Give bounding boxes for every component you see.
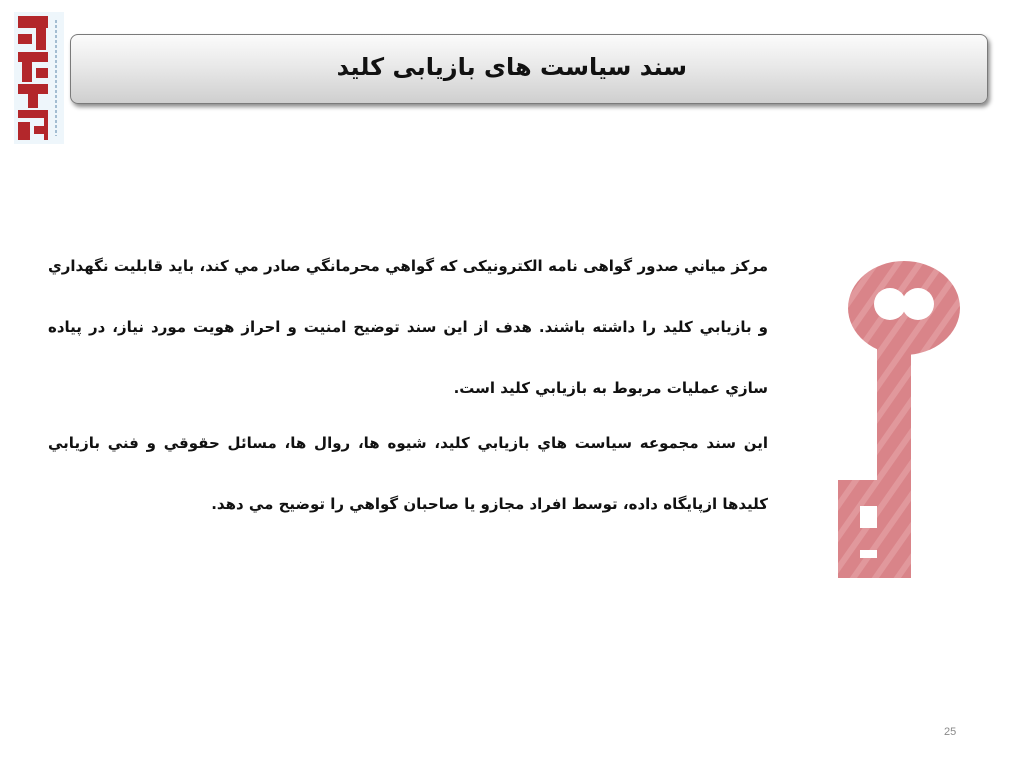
key-icon [832,258,964,584]
key-illustration [832,258,964,584]
slide-body [48,236,768,535]
body-paragraph: مركز مياني صدور گواهی نامه الکترونیکی که گواهي محرمانگي صادر مي كند، بايد قابليت نگهداري و بازيابي كليد را داشته باشند. هدف از این سند توضیح امنیت و احراز هویت مورد نیاز، در پیاده سازي عمليات مربوط به بازيابي كليد است. [48,257,768,397]
body-paragraph: اين سند مجموعه سياست هاي بازيابي كليد، شيوه ها، روال ها، مسائل حقوقي و فني بازيابي كليدها ازپايگاه داده، توسط افراد مجازو يا صاحبان گواهي را توضيح مي دهد. [48,434,768,513]
logo-mark-icon [14,12,64,144]
slide-title-bar [70,34,988,104]
slide-title: سند سیاست های بازیابی کلید [336,53,687,81]
page-number: 25 [944,726,957,738]
organization-logo [14,12,64,144]
